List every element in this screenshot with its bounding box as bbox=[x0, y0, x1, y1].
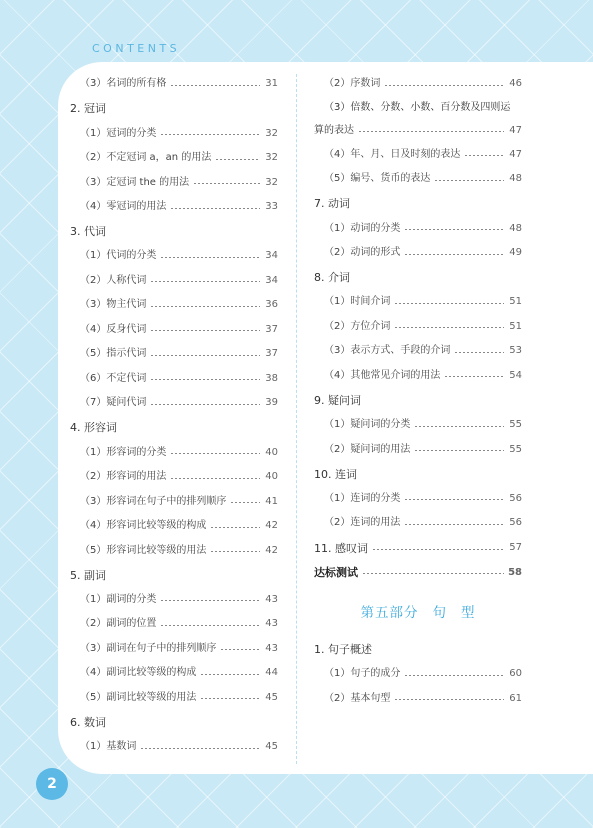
dot-leader bbox=[404, 229, 504, 230]
toc-entry[interactable] bbox=[314, 487, 522, 512]
toc-left-column bbox=[70, 72, 278, 759]
dot-leader bbox=[210, 551, 260, 552]
toc-entry-title: （1）副词的分类 bbox=[80, 593, 157, 605]
toc-entry-title: （7）疑问代词 bbox=[80, 397, 147, 409]
toc-entry-title: （1）疑问词的分类 bbox=[324, 419, 411, 431]
toc-entry-page: 43 bbox=[265, 618, 278, 630]
toc-entry[interactable] bbox=[70, 612, 278, 637]
toc-entry[interactable] bbox=[314, 241, 522, 266]
dot-leader bbox=[160, 257, 260, 258]
toc-entry[interactable] bbox=[70, 416, 278, 441]
toc-entry[interactable] bbox=[70, 121, 278, 146]
toc-entry[interactable] bbox=[314, 637, 522, 662]
dot-leader bbox=[404, 675, 504, 676]
toc-entry-page: 40 bbox=[265, 446, 278, 458]
toc-entry-title: （3）倍数、分数、小数、百分数及四则运 bbox=[324, 101, 511, 113]
toc-entry[interactable] bbox=[314, 388, 522, 413]
toc-entry[interactable] bbox=[70, 538, 278, 563]
toc-entry[interactable] bbox=[70, 710, 278, 735]
toc-entry[interactable] bbox=[314, 686, 522, 711]
toc-entry-title: 达标测试 bbox=[314, 566, 358, 580]
toc-entry-title: （5）编号、货币的表达 bbox=[324, 173, 431, 185]
toc-entry-title: （2）不定冠词 a，an 的用法 bbox=[80, 152, 212, 164]
toc-entry-page: 42 bbox=[265, 544, 278, 556]
toc-entry[interactable] bbox=[314, 560, 522, 585]
dot-leader bbox=[220, 649, 260, 650]
contents-label: CONTENTS bbox=[92, 42, 181, 55]
dot-leader bbox=[150, 379, 260, 380]
toc-entry[interactable] bbox=[70, 367, 278, 392]
toc-entry[interactable] bbox=[314, 413, 522, 438]
toc-entry[interactable] bbox=[70, 170, 278, 195]
toc-entry-page: 33 bbox=[265, 201, 278, 213]
toc-entry-title: （1）代词的分类 bbox=[80, 250, 157, 262]
dot-leader bbox=[362, 573, 504, 574]
dot-leader bbox=[384, 85, 504, 86]
toc-entry-page: 47 bbox=[509, 124, 522, 136]
toc-entry[interactable] bbox=[314, 315, 522, 340]
toc-entry[interactable] bbox=[314, 72, 522, 97]
toc-entry-page: 32 bbox=[265, 176, 278, 188]
toc-entry[interactable] bbox=[70, 391, 278, 416]
dot-leader bbox=[210, 527, 260, 528]
dot-leader bbox=[170, 208, 260, 209]
toc-entry-page: 56 bbox=[509, 517, 522, 529]
toc-entry-title: （4）年、月、日及时刻的表达 bbox=[324, 148, 461, 160]
toc-entry[interactable] bbox=[314, 192, 522, 217]
toc-entry-page: 39 bbox=[265, 397, 278, 409]
toc-entry-title: （2）副词的位置 bbox=[80, 618, 157, 630]
dot-leader bbox=[200, 698, 260, 699]
toc-entry-title: 4. 形容词 bbox=[70, 421, 117, 435]
toc-entry-page: 41 bbox=[265, 495, 278, 507]
dot-leader bbox=[150, 306, 260, 307]
toc-entry-page: 49 bbox=[509, 247, 522, 259]
toc-entry-title: （2）疑问词的用法 bbox=[324, 443, 411, 455]
toc-entry[interactable] bbox=[70, 219, 278, 244]
toc-entry[interactable] bbox=[314, 97, 522, 119]
part-five-title-b: 句 bbox=[432, 604, 447, 621]
toc-entry[interactable] bbox=[70, 686, 278, 711]
toc-entry[interactable] bbox=[314, 437, 522, 462]
toc-entry-title: （4）零冠词的用法 bbox=[80, 201, 167, 213]
dot-leader bbox=[170, 453, 260, 454]
toc-entry[interactable] bbox=[314, 265, 522, 290]
toc-entry[interactable] bbox=[70, 465, 278, 490]
toc-entry-title: （1）动词的分类 bbox=[324, 222, 401, 234]
toc-entry-page: 54 bbox=[509, 369, 522, 381]
dot-leader bbox=[414, 450, 504, 451]
toc-entry-title: 1. 句子概述 bbox=[314, 642, 372, 656]
toc-entry-page: 38 bbox=[265, 372, 278, 384]
dot-leader bbox=[150, 404, 260, 405]
toc-entry-title: （1）冠词的分类 bbox=[80, 127, 157, 139]
toc-entry-page: 43 bbox=[265, 593, 278, 605]
toc-entry-title: （2）连词的用法 bbox=[324, 517, 401, 529]
toc-entry-page: 45 bbox=[265, 691, 278, 703]
toc-entry-title: （1）连词的分类 bbox=[324, 492, 401, 504]
toc-entry-page: 61 bbox=[509, 692, 522, 704]
toc-entry[interactable] bbox=[70, 97, 278, 122]
toc-entry-title: （3）副词在句子中的排列顺序 bbox=[80, 642, 217, 654]
toc-entry-title: 10. 连词 bbox=[314, 467, 357, 481]
toc-entry-title: （1）句子的成分 bbox=[324, 668, 401, 680]
toc-entry-title: （5）形容词比较等级的用法 bbox=[80, 544, 207, 556]
dot-leader bbox=[150, 330, 260, 331]
dot-leader bbox=[170, 85, 260, 86]
toc-entry-title: 5. 副词 bbox=[70, 568, 106, 582]
toc-entry-title: （4）其他常见介词的用法 bbox=[324, 369, 441, 381]
toc-entry[interactable] bbox=[314, 511, 522, 536]
toc-entry[interactable] bbox=[70, 735, 278, 760]
toc-entry-page: 40 bbox=[265, 471, 278, 483]
toc-entry-page: 56 bbox=[509, 492, 522, 504]
toc-entry-title: 9. 疑问词 bbox=[314, 393, 361, 407]
toc-entry[interactable] bbox=[70, 342, 278, 367]
toc-entry-page: 42 bbox=[265, 520, 278, 532]
toc-entry-title: 6. 数词 bbox=[70, 716, 106, 730]
toc-entry-title: （1）时间介词 bbox=[324, 296, 391, 308]
dot-leader bbox=[150, 355, 260, 356]
toc-entry-title: （2）形容词的用法 bbox=[80, 471, 167, 483]
toc-entry-page: 51 bbox=[509, 320, 522, 332]
dot-leader bbox=[454, 352, 504, 353]
column-divider bbox=[296, 74, 297, 764]
toc-entry-page: 48 bbox=[509, 173, 522, 185]
toc-entry-title: （4）形容词比较等级的构成 bbox=[80, 520, 207, 532]
toc-entry-page: 58 bbox=[508, 566, 522, 578]
dot-leader bbox=[404, 254, 504, 255]
toc-entry[interactable] bbox=[314, 364, 522, 389]
toc-entry[interactable] bbox=[70, 637, 278, 662]
toc-entry-title: （2）方位介词 bbox=[324, 320, 391, 332]
toc-entry-page: 47 bbox=[509, 148, 522, 160]
toc-entry-title: （5）指示代词 bbox=[80, 348, 147, 360]
toc-entry[interactable] bbox=[70, 563, 278, 588]
toc-entry-page: 43 bbox=[265, 642, 278, 654]
toc-entry-page: 45 bbox=[265, 741, 278, 753]
toc-entry[interactable] bbox=[314, 290, 522, 315]
toc-entry-title: （4）副词比较等级的构成 bbox=[80, 667, 197, 679]
toc-entry-page: 34 bbox=[265, 274, 278, 286]
toc-entry[interactable] bbox=[70, 269, 278, 294]
toc-entry[interactable] bbox=[314, 143, 522, 168]
toc-entry-page: 31 bbox=[265, 78, 278, 90]
dot-leader bbox=[394, 303, 504, 304]
dot-leader bbox=[394, 327, 504, 328]
toc-entry-title: 3. 代词 bbox=[70, 225, 106, 239]
toc-entry-title: （1）基数词 bbox=[80, 741, 137, 753]
toc-entry-title: （2）序数词 bbox=[324, 78, 381, 90]
dot-leader bbox=[160, 134, 260, 135]
toc-entry[interactable] bbox=[70, 195, 278, 220]
toc-entry-page: 48 bbox=[509, 222, 522, 234]
toc-entry[interactable] bbox=[314, 119, 522, 143]
toc-right-column bbox=[314, 72, 522, 711]
dot-leader bbox=[404, 524, 504, 525]
dot-leader bbox=[414, 426, 504, 427]
toc-entry-title: 算的表达 bbox=[314, 124, 354, 136]
toc-entry-title: （5）副词比较等级的用法 bbox=[80, 691, 197, 703]
toc-entry-page: 60 bbox=[509, 668, 522, 680]
dot-leader bbox=[358, 131, 504, 132]
toc-entry-title: （3）形容词在句子中的排列顺序 bbox=[80, 495, 227, 507]
dot-leader bbox=[140, 748, 260, 749]
toc-entry[interactable] bbox=[70, 440, 278, 465]
toc-entry-title: 8. 介词 bbox=[314, 271, 350, 285]
toc-entry[interactable] bbox=[70, 588, 278, 613]
dot-leader bbox=[444, 376, 504, 377]
toc-entry-page: 51 bbox=[509, 296, 522, 308]
toc-entry-title: 11. 感叹词 bbox=[314, 541, 368, 555]
toc-entry-page: 36 bbox=[265, 299, 278, 311]
toc-entry-page: 32 bbox=[265, 127, 278, 139]
toc-entry[interactable] bbox=[314, 462, 522, 487]
toc-entry[interactable] bbox=[70, 661, 278, 686]
toc-entry-title: （3）表示方式、手段的介词 bbox=[324, 345, 451, 357]
part-five-title-a: 第五部分 bbox=[360, 604, 419, 621]
part-five-title-c: 型 bbox=[461, 604, 476, 621]
dot-leader bbox=[160, 625, 260, 626]
toc-entry[interactable] bbox=[314, 339, 522, 364]
dot-leader bbox=[372, 549, 504, 550]
dot-leader bbox=[193, 183, 260, 184]
dot-leader bbox=[404, 499, 504, 500]
dot-leader bbox=[150, 281, 260, 282]
toc-entry-title: （2）动词的形式 bbox=[324, 247, 401, 259]
toc-entry-title: （1）形容词的分类 bbox=[80, 446, 167, 458]
toc-entry[interactable] bbox=[314, 536, 522, 561]
toc-entry-page: 55 bbox=[509, 419, 522, 431]
toc-entry-title: （3）定冠词 the 的用法 bbox=[80, 176, 190, 188]
toc-entry-title: （3）物主代词 bbox=[80, 299, 147, 311]
dot-leader bbox=[160, 600, 260, 601]
toc-entry-title: （2）人称代词 bbox=[80, 274, 147, 286]
page-number-badge: 2 bbox=[36, 768, 68, 800]
toc-entry-page: 53 bbox=[509, 345, 522, 357]
toc-entry[interactable] bbox=[70, 514, 278, 539]
toc-entry[interactable] bbox=[70, 72, 278, 97]
toc-entry-title: 2. 冠词 bbox=[70, 102, 106, 116]
toc-entry-title: （4）反身代词 bbox=[80, 323, 147, 335]
toc-entry-title: 7. 动词 bbox=[314, 197, 350, 211]
toc-entry[interactable] bbox=[314, 167, 522, 192]
toc-entry[interactable] bbox=[70, 146, 278, 171]
toc-entry[interactable] bbox=[70, 318, 278, 343]
toc-entry[interactable] bbox=[70, 293, 278, 318]
dot-leader bbox=[464, 155, 504, 156]
toc-entry-page: 55 bbox=[509, 443, 522, 455]
toc-entry[interactable] bbox=[70, 489, 278, 514]
toc-entry[interactable] bbox=[314, 662, 522, 687]
dot-leader bbox=[394, 699, 504, 700]
toc-entry-title: （2）基本句型 bbox=[324, 692, 391, 704]
dot-leader bbox=[215, 159, 260, 160]
toc-entry[interactable] bbox=[314, 216, 522, 241]
toc-entry-page: 37 bbox=[265, 323, 278, 335]
toc-entry-page: 37 bbox=[265, 348, 278, 360]
toc-entry-title: （6）不定代词 bbox=[80, 372, 147, 384]
toc-entry-page: 32 bbox=[265, 152, 278, 164]
part-five-title bbox=[314, 585, 522, 637]
dot-leader bbox=[230, 502, 260, 503]
dot-leader bbox=[170, 478, 260, 479]
toc-entry-page: 44 bbox=[265, 667, 278, 679]
toc-entry[interactable] bbox=[70, 244, 278, 269]
toc-entry-page: 34 bbox=[265, 250, 278, 262]
toc-entry-title: （3）名词的所有格 bbox=[80, 78, 167, 90]
toc-entry-page: 46 bbox=[509, 78, 522, 90]
toc-entry-page: 57 bbox=[509, 542, 522, 554]
dot-leader bbox=[434, 180, 504, 181]
dot-leader bbox=[200, 674, 260, 675]
